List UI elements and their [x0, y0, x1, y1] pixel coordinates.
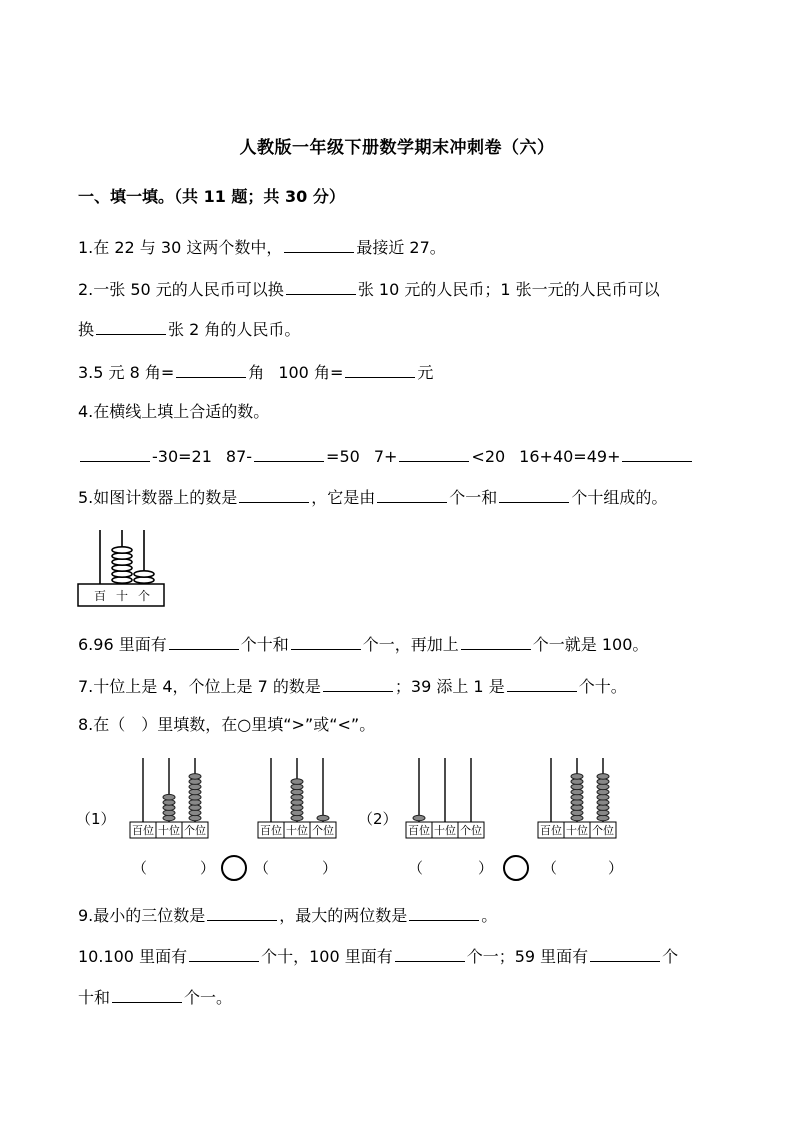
answer-blank[interactable] [189, 945, 259, 962]
answer-blank[interactable] [377, 486, 447, 503]
answer-blank[interactable] [112, 986, 182, 1003]
question-6: 6.96 里面有 个十和 个一，再加上 个一就是 100。 [78, 635, 649, 654]
compare-circle[interactable] [222, 856, 246, 880]
paren-open: （ [542, 859, 558, 877]
answer-blank[interactable] [176, 361, 246, 378]
question-8-figure [76, 752, 726, 892]
abacus-bead [112, 547, 132, 553]
question-5: 5.如图计数器上的数是 ，它是由 个一和 个十组成的。 [78, 488, 668, 507]
answer-blank[interactable] [507, 675, 577, 692]
place-label: 百位 [132, 824, 154, 837]
answer-blank[interactable] [169, 633, 239, 650]
question-10-cont: 十和 个一。 [78, 988, 233, 1007]
place-label: 十位 [286, 824, 308, 837]
question-4-equations: -30=21 87- =50 7+ <20 16+40=49+ [78, 445, 694, 467]
abacus-bead [163, 794, 175, 800]
answer-blank[interactable] [399, 445, 469, 462]
page-title: 人教版一年级下册数学期末冲刺卷（六） [239, 138, 555, 158]
section-heading: 一、填一填。（共 11 题；共 30 分） [78, 187, 345, 206]
paren-open: （ [254, 859, 270, 877]
abacus-4 [538, 758, 616, 838]
place-label: 十位 [434, 824, 456, 837]
place-label: 十位 [158, 824, 180, 837]
paren-close: ） [608, 859, 624, 877]
paren-open: （ [408, 859, 424, 877]
paren-open: （ [132, 859, 148, 877]
question-2: 2.一张 50 元的人民币可以换 张 10 元的人民币；1 张一元的人民币可以 [78, 280, 660, 299]
place-label: 百位 [408, 824, 430, 837]
answer-blank[interactable] [291, 633, 361, 650]
abacus-1 [130, 758, 208, 838]
abacus-bead [134, 571, 154, 577]
question-7: 7.十位上是 4，个位上是 7 的数是 ；39 添上 1 是 个十。 [78, 677, 627, 696]
question-2-cont: 换 张 2 角的人民币。 [78, 320, 301, 339]
place-label: 百位 [540, 824, 562, 837]
abacus-bead [317, 815, 329, 821]
abacus-bead [189, 774, 201, 780]
place-label: 个位 [460, 824, 482, 837]
paren-close: ） [200, 859, 216, 877]
abacus-2 [258, 758, 336, 838]
place-label: 个位 [184, 824, 206, 837]
paren-close: ） [322, 859, 338, 877]
paren-close: ） [478, 859, 494, 877]
answer-blank[interactable] [323, 675, 393, 692]
compare-circle[interactable] [504, 856, 528, 880]
answer-blank[interactable] [254, 445, 324, 462]
answer-blank[interactable] [395, 945, 465, 962]
question-1: 1.在 22 与 30 这两个数中， 最接近 27。 [78, 238, 446, 257]
question-9: 9.最小的三位数是 ，最大的两位数是 。 [78, 906, 498, 925]
answer-blank[interactable] [409, 904, 479, 921]
answer-blank[interactable] [461, 633, 531, 650]
answer-blank[interactable] [96, 318, 166, 335]
place-label: 个位 [312, 824, 334, 837]
answer-blank[interactable] [239, 486, 309, 503]
answer-blank[interactable] [622, 445, 692, 462]
answer-blank[interactable] [590, 945, 660, 962]
abacus-label-ones: 个 [137, 589, 151, 603]
question-8: 8.在（ ）里填数，在○里填“>”或“<”。 [78, 715, 376, 734]
abacus-label-tens: 十 [115, 589, 129, 603]
answer-blank[interactable] [80, 445, 150, 462]
place-label: 十位 [566, 824, 588, 837]
part-1-label: （1） [76, 810, 116, 828]
abacus-figure [76, 526, 168, 610]
abacus-3 [406, 758, 484, 838]
question-3: 3.5 元 8 角= 角 100 角= 元 [78, 363, 434, 382]
answer-blank[interactable] [284, 236, 354, 253]
place-label: 个位 [592, 824, 614, 837]
answer-blank[interactable] [345, 361, 415, 378]
abacus-bead [571, 774, 583, 780]
question-4: 4.在横线上填上合适的数。 [78, 402, 270, 421]
answer-blank[interactable] [207, 904, 277, 921]
abacus-bead [413, 815, 425, 821]
question-10: 10.100 里面有 个十，100 里面有 个一；59 里面有 个 [78, 947, 679, 966]
answer-blank[interactable] [499, 486, 569, 503]
abacus-bead [597, 774, 609, 780]
abacus-bead [291, 779, 303, 785]
abacus-label-hundreds: 百 [93, 589, 107, 603]
place-label: 百位 [260, 824, 282, 837]
part-2-label: （2） [358, 810, 398, 828]
answer-blank[interactable] [286, 278, 356, 295]
